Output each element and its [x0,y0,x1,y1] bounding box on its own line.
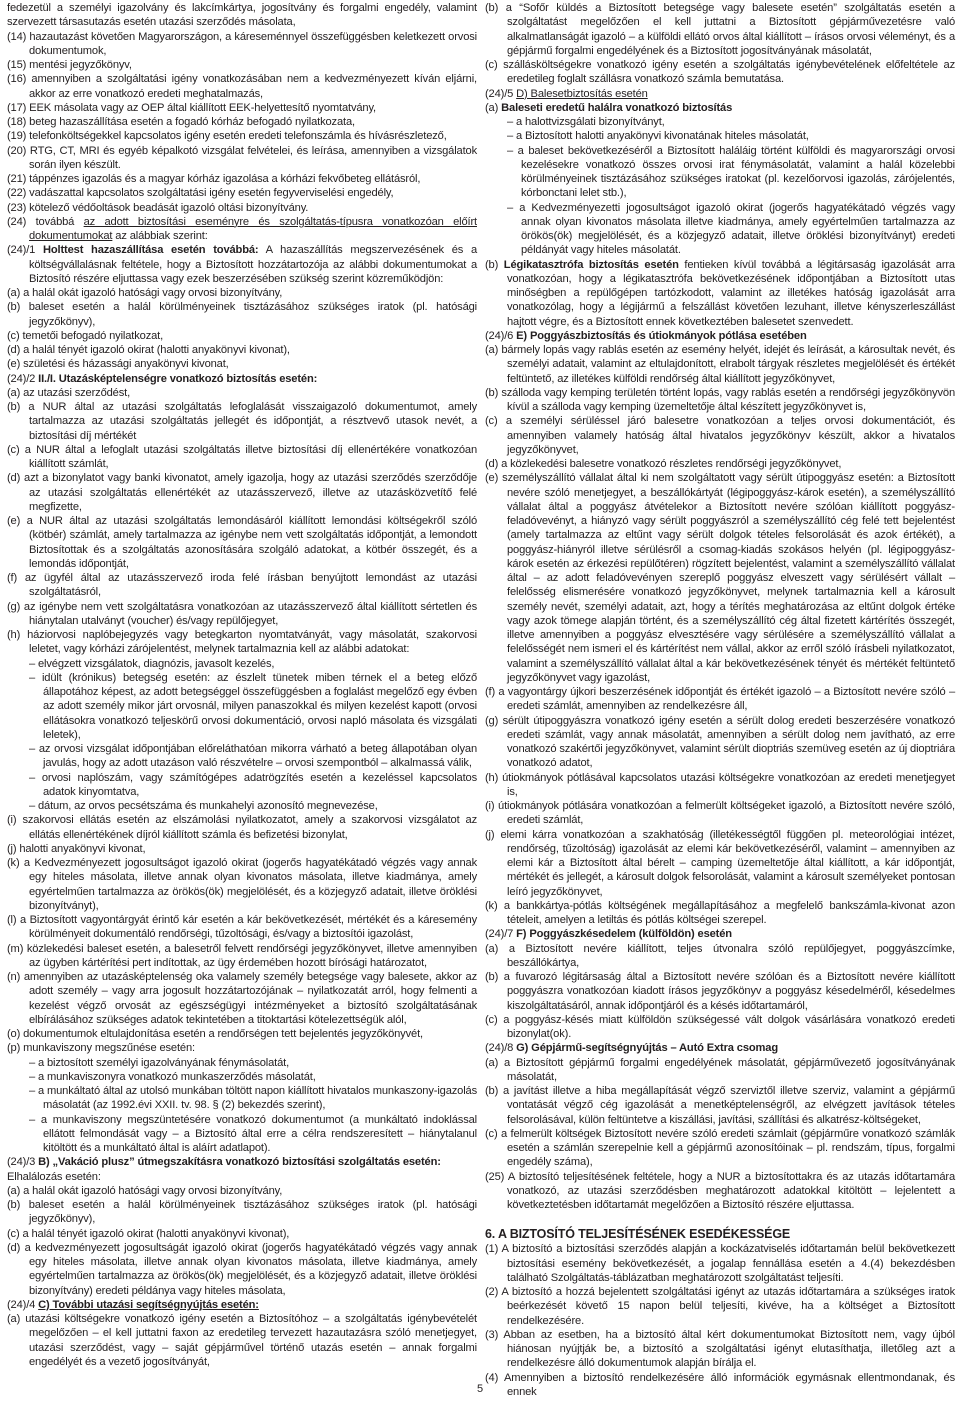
right-column [485,1,955,1399]
bold-text [38,1299,259,1311]
paragraph: (h) útiokmányok pótlásával kapcsolatos utazási költségekre vonatkozóan az eredeti menetjegyet is, [485,771,955,798]
left-column [7,1,477,1369]
paragraph: (c) a poggyász-késés miatt külföldön szükségessé vált dolgok vásárlására vonatkozó eredeti bizonylat(ok). [485,1013,955,1040]
paragraph: Elhalálozás esetén: [7,1170,101,1183]
paragraph [485,87,955,101]
paragraph: (22) vadászattal kapcsolatos szolgáltatási igény esetén fegyverviselési engedély, [7,187,394,200]
paragraph: (b) baleset esetén a halál körülményeinek tisztázásához szükséges iratok (pl. hatósági jegyzőkönyv), [7,301,477,328]
dash-item: – dátum, az orvos pecsétszáma és munkahelyi azonosító megnevezése, [29,800,378,812]
text: (24)/2 [7,372,39,385]
underlined-text: C) További utazási segítségnyújtás esetén: [38,1298,259,1311]
paragraph: (17) EEK másolata vagy az OEP által kiállított EEK-helyettesítő nyomtatvány, [7,101,377,114]
paragraph: (e) születési és házassági anyakönyvi kivonat, [7,358,229,371]
text: (24)/1 [7,244,43,257]
paragraph: (c) szállásköltségekre vonatkozó igény esetén a szolgáltatás igénybevételének előfeltétele az eredetileg foglalt szállásra vonatkozó számla bemutatása. [485,59,955,86]
bold-text: E) Poggyászbiztosítás és útiokmányok pótlása esetében [516,329,807,342]
bold-text: Baleseti eredetű halálra vonatkozó biztosítás [501,101,733,114]
underlined-text: D) Balesetbiztosítás esetén [516,87,648,100]
paragraph: (k) a Kedvezményezett jogosultságot igazoló okirat (jogerős hagyatékátadó végzés vagy annak egy hiteles másolata, illetve annak olyan kivonatos másolata, illetve kiadmánya, amely egyértelműen tartalmazza az örökös(ök) megjelölését, és a közjegyző adatait, illetve öröklési bizonyítványt), [7,857,477,912]
paragraph: (b) a NUR által az utazási szolgáltatás lefoglalását visszaigazoló dokumentumot, amely tartalmazza az utazási szolgáltatás jellegét és időpontját, a résztvevő utasok nevét, a biztosítási díj mértékét [7,401,477,442]
text: (24)/4 [7,1298,39,1311]
paragraph: (a) a Biztosított gépjármű forgalmi engedélyének másolatát, gépjárművezető jogosítványának másolatát, [485,1056,955,1083]
paragraph: (c) a NUR által a lefoglalt utazási szolgáltatás illetve biztosítási díj ellenértékére vonatkozóan kiállított számlát, [7,443,477,470]
paragraph [485,1041,955,1055]
paragraph: (d) azt a bizonylatot vagy banki kivonatot, amely igazolja, hogy az utazási szerződés szerződője az utazási szolgáltatás ellenértékét az utazásszervező, illetve az utazásközvetítő felé megfizette, [7,472,477,513]
bold-text: G) Gépjármű-segítségnyújtás – Autó Extra csomag [516,1042,778,1055]
paragraph: (3) Abban az esetben, ha a biztosító által kért dokumentumokat Biztosított nem, vagy újból hiánosan nyújtják be, a biztosító a szolgáltatási igényt elutasíthatja, illetőleg azt a rendelkezésre álló dokumentumok alapján bírálja el. [485,1328,955,1370]
paragraph: (d) a halál tényét igazoló okirat (halotti anyakönyvi kivonat), [7,344,290,356]
dash-item: – a biztosított személyi igazolványának fénymásolatát, [29,1056,290,1069]
paragraph: (i) szakorvosi ellátás esetén az elszámolási nyilatkozatot, amely a szakorvosi vizsgálatot az ellátás ellenértékének díjról kiállított számla és befizetési bizonylat, [7,814,477,841]
dash-item: – a munkaviszony megszüntetésére vonatkozó dokumentumot (a munkáltató indoklással ellátott felmondását vagy – a Biztosító által erre a célra rendszeresített – hiánytalanul kitöltött és a munkáltató által is aláírt adatlapot). [29,1113,477,1154]
paragraph: (d) a kedvezményezett jogosultságát igazoló okirat (jogerős hagyatékátadó végzés vagy annak egy hiteles másolata, illetve annak olyan kivonatos másolata, illetve kiadmánya, amely egyértelműen tartalmazza az örökös(ök) megjelölését, és a közjegyző adatait, illetve öröklési bizonyítvány) eredeti példánya vagy hiteles másolata, [7,1241,477,1297]
text: (24)/6 [485,329,517,342]
paragraph: (14) hazautazást követően Magyarországon, a káreseménnyel összefüggésben keletkezett orvosi dokumentumok, [7,30,477,57]
paragraph: (18) beteg hazaszállítása esetén a fogadó kórház befogadó nyilatkozata, [7,116,355,128]
paragraph: (4) Amennyiben a biztosító rendelkezésére álló információk egymásnak ellentmondanak, és ennek [485,1371,955,1398]
page-number: 5 [476,1383,484,1395]
bold-text: B) „Vakáció plusz” útmegszakításra vonatkozó biztosítási szolgáltatás esetén: [38,1156,441,1169]
text: (24)/7 [485,928,517,941]
paragraph: (j) halotti anyakönyvi kivonat, [7,842,146,855]
section-heading: 6. A BIZTOSÍTÓ TELJESÍTÉSÉNEK ESEDÉKESSÉGE [485,1227,791,1242]
paragraph: (25) A biztosító teljesítésének feltétele, hogy a NUR a biztosítottakra és az utazás időtartamára vonatkozó, az utazási szerződésben meghatározott adatokkal kitöltött – lejelentett a következtetésben időtartamát megelőzően a Biztosító részére eljuttassa. [485,1170,955,1211]
paragraph: (21) táppénzes igazolás és a magyar kórház igazolása a kórházi fekvőbeteg ellátásról, [7,173,421,185]
paragraph [485,927,955,941]
text: (b) [485,258,504,271]
dash-item: – a Kedvezményezetti jogosultságot igazoló okirat (jogerős hagyatékátadó végzés vagy annak olyan kivonatos másolata illetve kiadmánya, amely egyértelműen tartalmazza az örökös(ök) megjelölését, és a közjegyző adatait, illetve öröklési bizonyítványt) eredeti példányát vagy hiteles másolatát. [507,201,955,257]
paragraph: (1) A biztosító a biztosítási szerződés alapján a kockázatviselés időtartamán belül bekövetkezett biztosítási esemény bekövetkezését, a jogalap fennállása esetén a 4.(4) bekezdésben található Szolgáltatás-táblázatban meghatározott szolgáltatást teljesíti. [485,1243,955,1284]
dash-item: – a baleset bekövetkezéséről a Biztosított haláláig történt külföldi és magyarországi orvosi kezelésekre vonatkozó összes orvosi irat fénymásolatát, valamint a halál közelebbi körülményeinek tisztázásához szükséges iratokat (pl. kezelőorvosi igazolás, zárójelentés, kórbonctani lelet stb.), [507,144,955,200]
paragraph: (c) a felmerült költségek Biztosított nevére szóló eredeti számlait (gépjárműre vonatkozó számlák esetén a számlán szerepelnie kell a gépjármű azonosítóinak – pl. rendszám, típus, forgalmi engedély száma), [485,1127,955,1169]
paragraph: (h) háziorvosi naplóbejegyzés vagy betegkarton nyomtatványát, vagy másolatát, szakorvosi leletet, vagy kórházi zárójelentést, melynek tartalmaznia kell az alábbi adatokat: [7,629,477,656]
paragraph [485,101,955,115]
dash-item: – a Biztosított halotti anyakönyvi kivonatának hiteles másolatát, [507,130,809,143]
paragraph: (c) a személyi sérüléssel járó balesetre vonatkozóan a teljes orvosi dokumentációt, és amennyiben valamely hatóság által hivatalos jegyzőkönyv készült, akkor a hivatalos jegyzőkönyvet, [485,415,955,456]
bold-text: F) Poggyászkésedelem (külföldön) esetén [516,928,732,941]
dash-item: – a munkaviszonyra vonatkozó munkaszerződés másolatát, [29,1070,316,1083]
text: (24) továbbá [7,215,84,228]
paragraph: (i) útiokmányok pótlására vonatkozóan a felmerült költségeket igazoló, a Biztosított nevére szóló, eredeti számlát, [485,800,955,827]
paragraph [7,215,477,244]
paragraph: (a) a halál okát igazoló hatósági vagy orvosi bizonyítvány, [7,1184,283,1197]
paragraph: (j) elemi kárra vonatkozóan a szakhatóság (illetékességtől függően pl. meteorológiai intézet, rendőrség, tűzoltóság) igazolását az elemi kár bekövetkezéséről, valamint – amennyiben az elemi kár a Biztosított által bérelt – camping üzemeltetője által kiállított, a kár időpontját, mértékét és jellegét, a károsult dolgok felsorolását, valamint a károsult személyeket pontosan leíró jegyzőkönyvet, [485,828,955,898]
paragraph [485,258,955,329]
paragraph: (c) temetői befogadó nyilatkozat, [7,329,164,342]
paragraph: (2) A biztosító a hozzá bejelentett szolgáltatási igényt az utazás időtartamára a szükséges iratok beérkezését követő 15 napon belül teljesíti, kivéve, ha a költséget a Biztosított rendelkezésére. [485,1286,955,1327]
text: A hazaszállítás megszervezésének és a költségvállalásnak feltétele, hogy a Biztosított hozzátartozója az alábbi dokumentumokat a Biztosító részére eljuttassa vagy ezek beszerzésében szükség szerint közreműködjön: [29,244,477,285]
text: fentieken kívül továbbá a légitársaság igazolását arra vonatkozóan, hogy a légikatasztrófa bekövetkezésének időpontjában a Biztosított utas minőségben a repülőgépen tartózkodott, valamint az illetékes hatóság igazolását arra vonatkozólag, hogy a légijármű a felszállást követően lezuhant, illetve kényszerleszállást hajtott végre, és a Biztosított ennek következtében balesetet szenvedett. [507,258,955,328]
paragraph: (f) az ügyfél által az utazásszervező iroda felé írásban benyújtott lemondást az utazási szolgáltatásról, [7,572,477,599]
paragraph: (p) munkaviszony megszűnése esetén: [7,1042,195,1055]
paragraph: (b) szálloda vagy kemping területén történt lopás, vagy rablás esetén a rendőrségi jegyzőkönyvön kívül a szálloda vagy kemping üzemeltetője által készített jegyzőkönyvet is, [485,386,955,413]
dash-item: – a munkáltató által az utolsó munkában töltött napon kiállított hivatalos munkaszony-igazolás másolatát (az 1992.évi XXII. tv. 98. § (2) bekezdés szerint), [29,1085,477,1112]
paragraph: (b) a fuvarozó légitársaság által a Biztosított nevére szólóan és a Biztosított nevére kiállított poggyászra vonatkozóan kiadott írásos jegyzőkönyv a poggyász késedelméről, késedelmes kiszolgáltatásáról, annak időpontjáról és a késés időtartamáról, [485,971,955,1012]
paragraph: (b) a javítást illetve a hiba megállapítását végző szerviztől illetve szerviz, valamint a gépjármű vontatását végző cég igazolását a menetképtelenségről, az elvégzett javítások tételes felsorolásával, külön feltüntetve a kiszállási, javítási, szállítási és alkatrész-költségeket, [485,1085,955,1126]
text: (a) [485,101,502,114]
paragraph: (g) az igénybe nem vett szolgáltatásra vonatkozóan az utazásszervező által kiállított sértetlen és hiánytalan utalványt (voucher) és/vagy repülőjegyet, [7,600,477,627]
paragraph: (a) a halál okát igazoló hatósági vagy orvosi bizonyítvány, [7,287,283,299]
paragraph: (n) amennyiben az utazásképtelenség oka valamely személy betegsége vagy balesete, akkor az adott személy – vagy arra jogosult hozzátartozójának – nyilatkozatát arról, hogy felmenti a kezelést végző orvosát az egészségügyi intézményeket a biztosító szolgáltatásának elbírálásához szükséges adatok tekintetében a titoktartási kötelezettségük alól, [7,971,477,1026]
paragraph: (e) a NUR által az utazási szolgáltatás lemondásáról kiállított lemondási költségekről szóló (kötbér) számlát, amely tartalmazza az igénybe nem vett szolgáltatás időpontját, a lemondott Biztosítottak és a szolgáltatás azonosítására szolgáló adatokat, a kötbér összegét, és a lemondás időpontját, [7,515,477,570]
paragraph: (a) a Biztosított nevére kiállított, teljes útvonalra szóló repülőjegyet, poggyászcímke, beszállókártya, [485,942,955,969]
paragraph: (20) RTG, CT, MRI és egyéb képalkotó vizsgálat felvételei, és leírása, amennyiben a vizsgálatok során ilyen készült. [7,144,477,171]
paragraph: (23) kötelező védőoltások beadását igazoló oltási bizonyítvány. [7,201,309,214]
bold-text: Légikatasztrófa biztosítás esetén [503,258,679,271]
paragraph [7,372,477,386]
paragraph: (a) bármely lopás vagy rablás esetén az esemény helyét, idejét és leírását, a károsultak nevét, és személyi adatait, valamint az eltulajdonított, elrabolt tárgyak részletes megjelölését és értékét feltüntető, az illetékes külföldi rendőrség által kiállított jegyzőkönyvet, [485,344,955,385]
bold-text: II./I. Utazásképtelenségre vonatkozó biztosítás esetén: [38,372,318,385]
paragraph: (m) közlekedési baleset esetén, a balesetről felvett rendőrségi jegyzőkönyvet, illetve amennyiben az ügyben kártérítési pert indítottak, az ügy érdemében hozott bírósági határozatot, [7,942,477,969]
paragraph: (c) a halál tényét igazoló okirat (halotti anyakönyvi kivonat), [7,1227,290,1240]
text: (24)/8 [485,1042,517,1055]
dash-item: – idült (krónikus) betegség esetén: az észlelt tünetek miben térnek el a beteg előző állapotához képest, az adott betegséggel összefüggésben a foglalást megelőző egy évben az adott személy mikor járt orvosnál, milyen panaszokkal és milyen kezelést kapott (orvosi ellátásokra vonatkozó teljeskörű orvosi dokumentáció, orvosi napló másolata és vizsgálati leletek), [29,671,477,741]
paragraph: (k) a bankkártya-pótlás költségének megállapításához a megfelelő bankszámla-kivonat azon tételeit, amelyen a letiltás és pótlás költségei szerepel. [485,899,955,926]
underlined-text: az adott biztosítási eseményre és szolgáltatás-típusra vonatkozóan előírt dokumentumokat [29,215,477,242]
paragraph [7,1298,477,1312]
dash-item: – elvégzett vizsgálatok, diagnózis, javasolt kezelés, [29,657,275,670]
paragraph: (19) telefonköltségekkel kapcsolatos igény esetén eredeti telefonszámla és hívásrészletező, [7,130,447,143]
paragraph: (b) a “Sofőr küldés a Biztosított betegsége vagy balesete esetén” szolgáltatás esetén a szolgáltatást megelőzően el kell juttatni a Biztosított gépjárművezetésre való alkalmatlanságát igazoló – a külföldi ellátó orvos által kiállított – írásos orvosi véleményt, és a gépjármű forgalmi engedélyének és a Biztosított jogosítványának másolatát, [485,2,955,57]
paragraph: (15) mentési jegyzőkönyv, [7,59,132,71]
paragraph [7,1155,477,1169]
paragraph: (a) utazási költségekre vonatkozó igény esetén a Biztosítóhoz – a szolgáltatás igénybevételét megelőzően – el kell juttatni faxon az eredetileg tervezett hazautazásra szóló menetjegyet, utazási szerződést, vagy – saját gépjárművel történő utazás esetén – annak forgalmi engedélyét és a vezető jogosítványát, [7,1313,477,1368]
paragraph: (16) amennyiben a szolgáltatási igény vonatkozásában nem a kedvezményezett kíván eljárni, akkor az erre vonatkozó eredeti meghatalmazás, [7,73,477,100]
paragraph: (o) dokumentumok eltulajdonítása esetén a rendőrségen tett bejelentés jegyzőkönyvét, [7,1028,423,1040]
bold-text: Holttest hazaszállítása esetén továbbá: [43,244,259,257]
paragraph: (l) a Biztosított vagyontárgyát érintő kár esetén a kár bekövetkezését, mértékét és a káresemény körülményeit dokumentáló rendőrségi, tűzoltósági, és/vagy a biztosítói igazolást, [7,914,477,941]
paragraph: (a) az utazási szerződést, [7,386,131,399]
paragraph [485,329,955,343]
paragraph: (f) a vagyontárgy újkori beszerzésének időpontját és értékét igazoló – a Biztosított nevére szóló – eredeti számlát, amennyiben az rendelkezésre áll, [485,686,955,713]
text: (24)/5 [485,87,517,100]
text: (24)/3 [7,1156,39,1169]
paragraph: (d) a közlekedési balesetre vonatkozó részletes rendőrségi jegyzőkönyvet, [485,458,842,470]
dash-item: – a halottvizsgálati bizonyítványt, [507,116,665,128]
paragraph [7,243,477,286]
paragraph: fedezetül a személyi igazolvány és lakcímkártya, jogosítvány és forgalmi engedély, valamint szervezett társasutazás esetén utazási szerződés másolata, [7,2,477,29]
paragraph: (b) baleset esetén a halál körülményeinek tisztázásához szükséges iratok (pl. hatósági jegyzőkönyv), [7,1199,477,1226]
dash-item: – az orvosi vizsgálat időpontjában előreláthatóan mikorra várható a beteg állapotában olyan javulás, hogy az adott utazáson való részvételre – orvosi szempontból – alkalmassá válik, [29,743,477,770]
paragraph: (e) személyszállító vállalat által ki nem szolgáltatott vagy sérült útipoggyász esetén: a Biztosított nevére szóló menetjegyet, a beszállókártyát (légipoggyász-károk esetén), a személyszállító vállalat által a poggyász átvételekor a Biztosított nevére szólóan kiállított poggyász-feladóvevényt, a hiányzó vagy sérült poggyászról a személyszállító cég felé tett bejelentést (amely tartalmazza az eltűnt vagy sérült dolgok tételes felsorolását és azok értékét), a poggyász-hiányról illetve sérülésről a csomag-kiadás szokásos helyén (pl. légipoggyász-károk esetén az érkezési repülőtéren) rögzített bejelentést, valamint a személyszállító vállalat által – az adott feladóvevényen szereplő poggyász elveszett vagy sérülésért vállalt – felelősség elismerésére vonatkozó jegyzőkönyvet, melynek tartalmaznia kell a károsult személy nevét, személyi adatait, azt, hogy a térítés meghatározása az eltűnt dolgok értéke vagy azok tömege alapján történt, és a személyszállító cég által fizetett kártérítés összegét, illetve amennyiben a poggyász elvesztésére vagy sérülésére a személyszállító vállalat a felelősségét nem ismeri el és kártérítést nem vállal, akkor az erről szóló írásbeli nyilatkozatot, valamint a személyszállító vállalat által a kár bekövetkezésének tényét és mértékét feltüntető jegyzőkönyvet vagy igazolást, [485,472,955,684]
text: az alábbiak szerint: [112,230,208,242]
dash-item: – orvosi naplószám, vagy számítógépes adatrögzítés esetén a kezeléssel kapcsolatos adatok kinyomtatva, [29,771,477,798]
paragraph: (g) sérült útipoggyászra vonatkozó igény esetén a sérült dolog eredeti beszerzésére vonatkozó eredeti számlát, vagy annak másolatát, amennyiben a sérült dolog nem javítható, az erre vonatkozó szakértői jegyzőkönyvet, valamint sérült dioptriás szemüveg esetén az új dioptriára vonatkozó adatot, [485,714,956,770]
